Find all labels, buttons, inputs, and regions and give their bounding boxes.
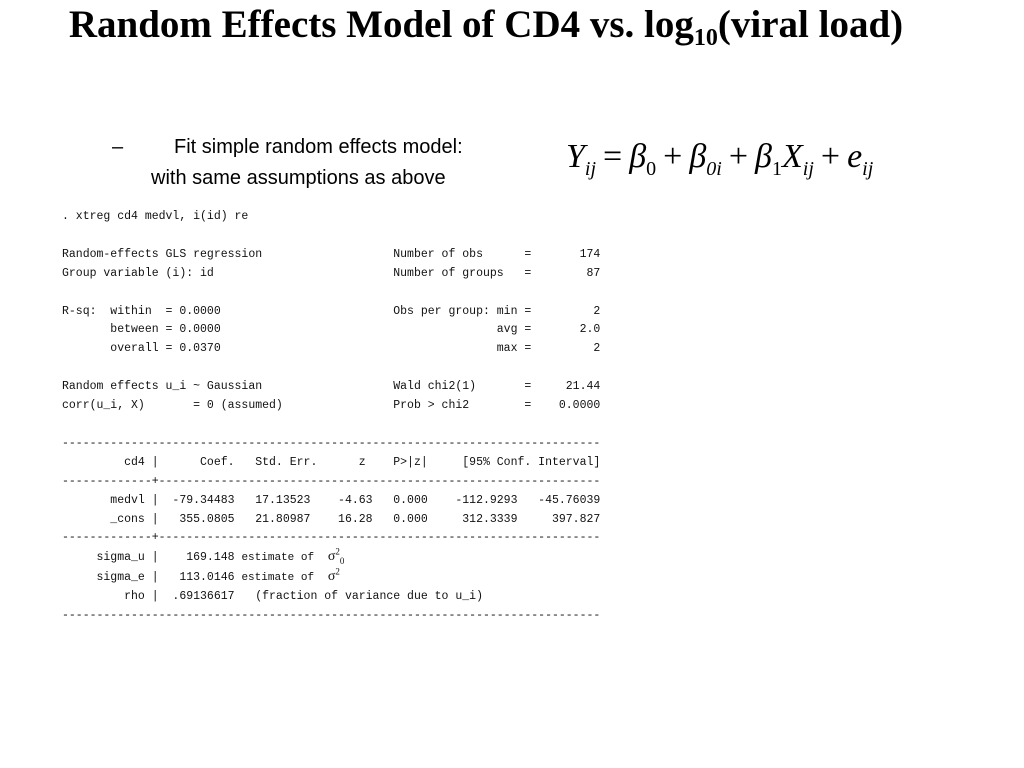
sigma-e-note: estimate of: [241, 572, 315, 585]
stata-header-line: Random-effects GLS regression Number of obs = 174: [62, 247, 601, 261]
sigma-e-symbol: $\sigma^2$: [327, 566, 340, 585]
bullet-text-line1: Fit simple random effects model:: [174, 136, 463, 158]
stata-rsq-line: between = 0.0000 avg = 2.0: [62, 323, 601, 337]
eq-plus-3: +: [820, 138, 841, 175]
stata-random-effects-line: Random effects u_i ~ Gaussian Wald chi2(1) = 21.44: [62, 380, 601, 394]
sigma-u-symbol: $\sigma^2_0$: [327, 546, 345, 567]
table-row-sigma-u: sigma_u | 169.148: [62, 551, 242, 565]
table-row-sigma-e: sigma_e | 113.0146: [62, 571, 242, 585]
eq-X: X: [781, 138, 803, 175]
eq-e-sub: ij: [862, 158, 874, 180]
slide-title: [30, 2, 942, 51]
table-row-cons: _cons | 355.0805 21.80987 16.28 0.000 312.3339 397.827: [62, 512, 601, 526]
sigma-u-note: estimate of: [241, 552, 315, 565]
eq-equals: =: [603, 138, 623, 175]
table-rule-cross: -------------+----------------------------------------------------------------: [62, 474, 601, 488]
eq-beta0: β: [629, 138, 647, 175]
title-subscript: 10: [693, 25, 718, 51]
eq-beta0i: β: [689, 138, 707, 175]
stata-command: . xtreg cd4 medvl, i(id) re: [62, 210, 249, 223]
eq-e: e: [847, 138, 863, 175]
table-row-rho: rho | .69136617 (fraction of variance due to u_i): [62, 590, 483, 604]
eq-plus-2: +: [728, 138, 749, 175]
eq-Y: Y: [566, 138, 585, 175]
eq-beta1-sub: 1: [771, 158, 782, 180]
eq-X-sub: ij: [802, 158, 814, 180]
bullet-dash: –: [112, 136, 124, 158]
table-header-row: cd4 | Coef. Std. Err. z P>|z| [95% Conf. Interval]: [62, 455, 601, 469]
eq-beta1: β: [755, 138, 772, 175]
stata-random-effects-line: corr(u_i, X) = 0 (assumed) Prob > chi2 = 0.0000: [62, 399, 601, 413]
stata-rsq-line: R-sq: within = 0.0000 Obs per group: min = 2: [62, 304, 601, 318]
stata-rsq-line: overall = 0.0370 max = 2: [62, 342, 601, 356]
table-rule-cross: -------------+----------------------------------------------------------------: [62, 531, 601, 545]
eq-beta0i-sub: 0i: [706, 158, 722, 180]
eq-beta0-sub: 0: [646, 158, 657, 180]
table-rule-top: ------------------------------------------------------------------------------: [62, 436, 601, 450]
eq-plus-1: +: [663, 138, 683, 175]
model-equation: [566, 137, 874, 180]
bullet-item: [112, 136, 463, 158]
bullet-text-line2: with same assumptions as above: [151, 167, 446, 189]
title-text-part2: (viral load): [717, 3, 904, 46]
title-text-part1: Random Effects Model of CD4 vs. log: [68, 3, 694, 46]
table-row-medvl: medvl | -79.34483 17.13523 -4.63 0.000 -112.9293 -45.76039: [62, 493, 601, 507]
stata-output: [62, 208, 600, 626]
table-rule-bottom: ------------------------------------------------------------------------------: [62, 609, 601, 623]
eq-Y-sub: ij: [584, 158, 597, 180]
stata-header-line: Group variable (i): id Number of groups = 87: [62, 266, 601, 280]
